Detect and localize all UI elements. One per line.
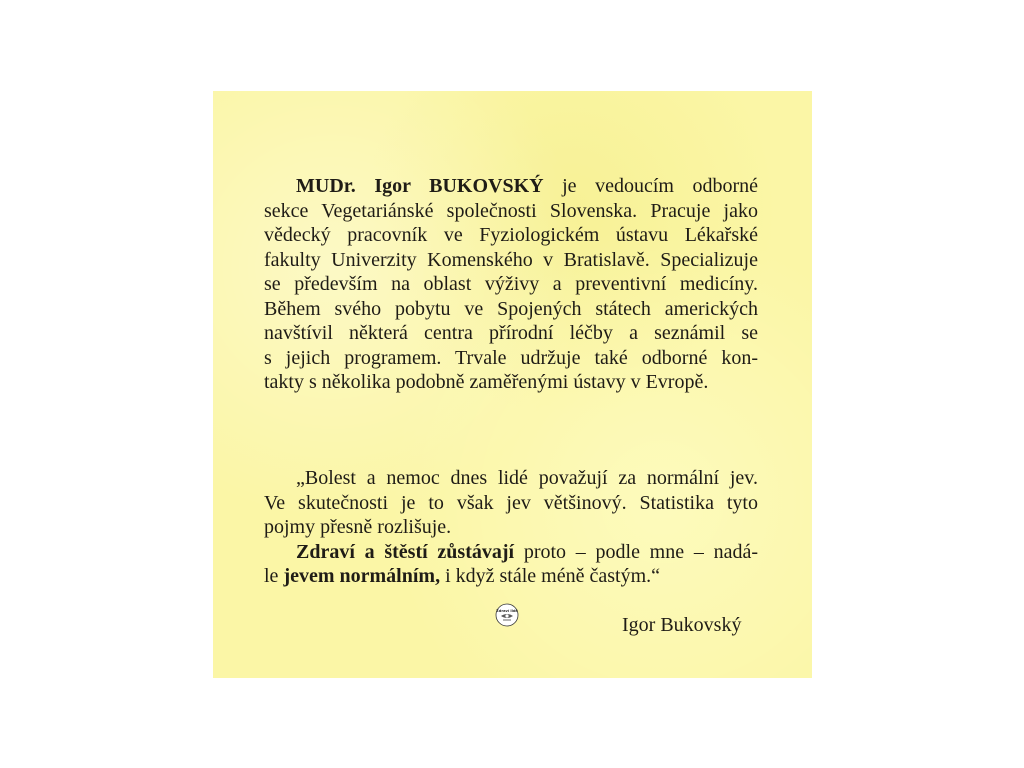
- quote-line: Ve skutečnosti je to však jev většinový. Statistika tyto: [264, 491, 758, 514]
- bio-line: s jejich programem. Trvale udržuje také odborné kon-: [264, 346, 758, 369]
- quote-emphasis: Zdraví a štěstí zůstávají: [296, 540, 515, 563]
- quote-text: le: [264, 565, 284, 587]
- author-bio: [264, 174, 758, 395]
- quote-line: [264, 540, 758, 565]
- publisher-logo-icon: [495, 603, 519, 627]
- quote-line: [264, 564, 758, 589]
- bio-line: takty s několika podobně zaměřenými ústavy v Evropě.: [264, 371, 709, 393]
- bio-line: navštívil některá centra přírodní léčby a seznámil se: [264, 322, 758, 344]
- bio-line: se především na oblast výživy a preventivní medicíny.: [264, 273, 758, 295]
- quote-text: i když stále méně častým.“: [440, 565, 660, 587]
- bio-text: je vedoucím odborné: [543, 175, 758, 197]
- quote-text: proto – podle mne – nadá-: [514, 540, 758, 563]
- bio-line: sekce Vegetariánské společnosti Slovenska. Pracuje jako: [264, 199, 758, 222]
- author-signature: Igor Bukovský: [622, 614, 742, 636]
- bio-line: fakulty Univerzity Komenského v Bratislavě. Specializuje: [264, 248, 758, 271]
- quote-emphasis: jevem normálním,: [283, 565, 441, 587]
- quote-line: „Bolest a nemoc dnes lidé považují za normální jev.: [296, 467, 758, 489]
- author-name-bold: MUDr. Igor BUKOVSKÝ: [296, 175, 544, 197]
- bio-line: vědecký pracovník ve Fyziologickém ústavu Lékařské: [264, 224, 758, 246]
- bio-line: [264, 174, 758, 199]
- quote-line: pojmy přesně rozlišuje.: [264, 516, 452, 538]
- svg-text:Zdraví lidé: Zdraví lidé: [496, 609, 518, 613]
- quote-block: [264, 466, 758, 589]
- bio-line: Během svého pobytu ve Spojených státech amerických: [264, 297, 758, 320]
